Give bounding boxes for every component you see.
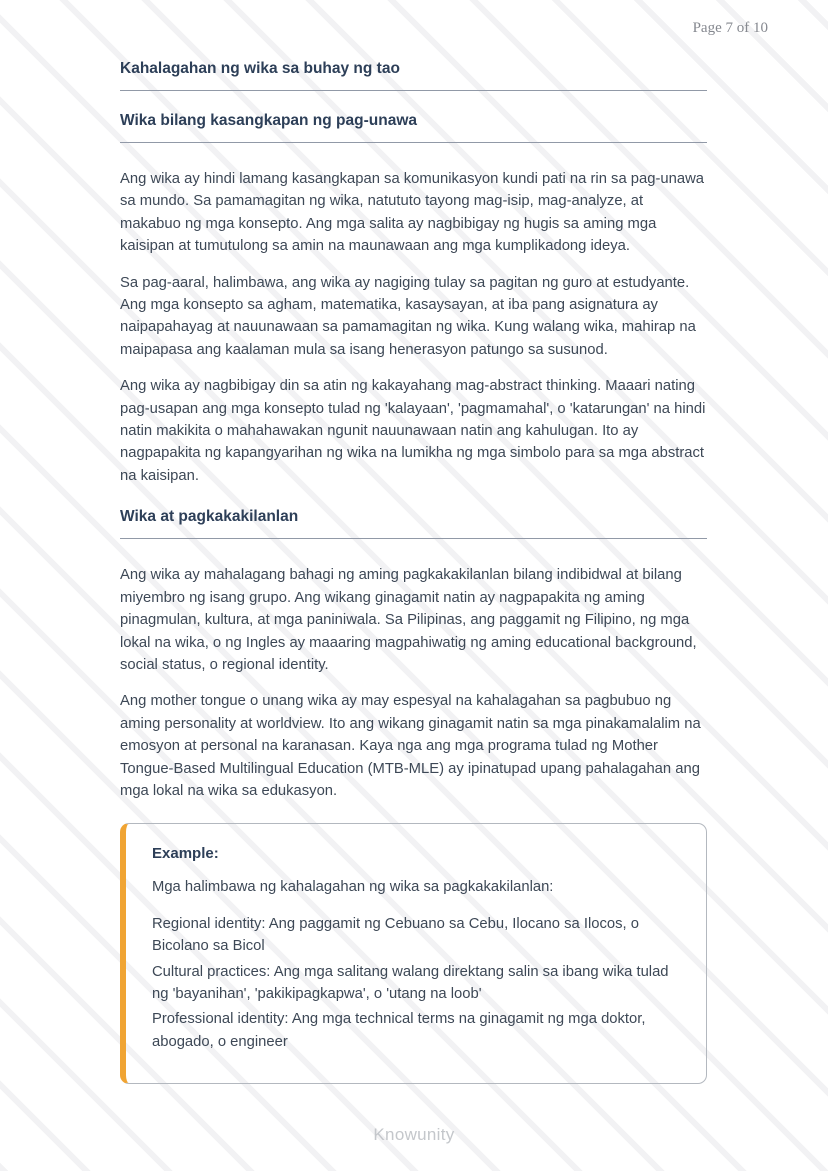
paragraph: Ang wika ay nagbibigay din sa atin ng kakayahang mag-abstract thinking. Maaari nating pag-usapan ang mga konsepto tulad ng 'kalayaan', 'pagmamahal', o 'katarungan' na hindi natin makikita o mahahawakan ngunit nauunawaan natin ang kahulugan. Ito ay nagpapakita ng kapangyarihan ng wika na lumikha ng mga simbolo para sa mga abstract na kaisipan. (120, 378, 706, 484)
section-heading-pag-unawa: Wika bilang kasangkapan ng pag-unawa (120, 112, 418, 129)
document-title: Kahalagahan ng wika sa buhay ng tao (120, 60, 400, 77)
example-item: Regional identity: Ang paggamit ng Cebuano sa Cebu, Ilocano sa Ilocos, o Bicolano sa Bicol (152, 915, 639, 955)
example-label: Example: (152, 845, 219, 863)
title-divider (120, 90, 707, 91)
example-intro: Mga halimbawa ng kahalagahan ng wika sa pagkakakilanlan: (152, 879, 554, 896)
paragraph: Ang wika ay hindi lamang kasangkapan sa komunikasyon kundi pati na rin sa pag-unawa sa mundo. Sa pamamagitan ng wika, natututo tayong mag-isip, mag-analyze, at makabuo ng mga konsepto. Ang mga salita ay nagbibigay ng hugis sa aming mga kaisipan at tumutulong sa amin na maunawaan ang mga kumplikadong ideya. (120, 171, 705, 255)
example-callout-box (120, 823, 707, 1084)
paragraph: Ang mother tongue o unang wika ay may espesyal na kahalagahan sa pagbubuo ng aming personality at worldview. Ito ang wikang ginagamit natin sa mga pinakamalalim na emosyon at personal na karanasan. Kaya nga ang mga programa tulad ng Mother Tongue-Based Multilingual Education (MTB-MLE) ay ipinatupad upang pahalagahan ang mga lokal na wika sa edukasyon. (120, 693, 701, 799)
section-heading-pagkakakilanlan: Wika at pagkakakilanlan (120, 508, 299, 526)
footer-brand: Knowunity (373, 1125, 455, 1144)
example-item-list (152, 913, 680, 1053)
paragraph: Sa pag-aaral, halimbawa, ang wika ay nagiging tulay sa pagitan ng guro at estudyante. Ang mga konsepto sa agham, matematika, kasaysayan, at iba pang asignatura ay naipapahayag at nauunawaan sa pamamagitan ng wika. Kung walang wika, mahirap na maipapasa ang kaalaman mula sa isang henerasyon patungo sa susunod. (120, 274, 696, 358)
example-item: Cultural practices: Ang mga salitang walang direktang salin sa ibang wika tulad ng 'bayanihan', 'pakikipagkapwa', o 'utang na loob' (152, 963, 669, 1002)
paragraph: Ang wika ay mahalagang bahagi ng aming pagkakakilanlan bilang indibidwal at bilang miyembro ng isang grupo. Ang wikang ginagamit natin ay nagpapakita ng aming pinagmulan, kultura, at mga paniniwala. Sa Pilipinas, ang paggamit ng Filipino, ng mga lokal na wika, o ng Ingles ay maaaring magpahiwatig ng aming educational background, social status, o regional identity. (120, 567, 697, 673)
page-number-indicator: Page 7 of 10 (692, 20, 768, 36)
example-item: Professional identity: Ang mga technical terms na ginagamit ng mga doktor, abogado, o engineer (152, 1011, 646, 1050)
section-divider-1 (120, 142, 707, 143)
document-content (120, 60, 707, 1084)
section-divider-2 (120, 538, 707, 539)
